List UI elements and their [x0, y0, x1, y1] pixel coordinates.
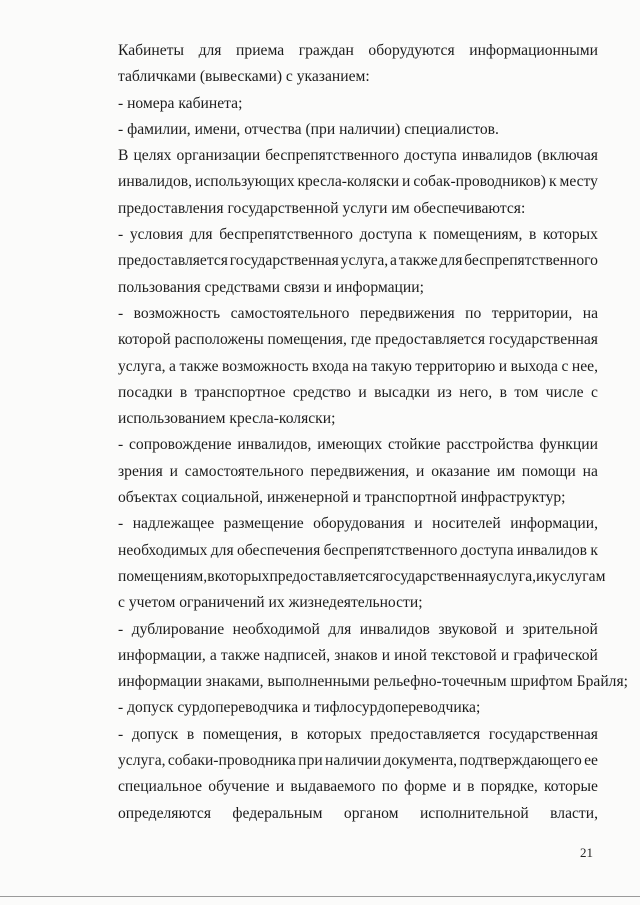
text-line: предоставления государственной услуги им обеспечиваются: [118, 199, 526, 217]
text-line: информации, а также надписей, знаков и иной текстовой и графической [118, 646, 598, 664]
text-line: Кабинеты для приема граждан оборудуются информационными [118, 42, 598, 59]
text-line: - дублирование необходимой для инвалидов звуковой и зрительной [118, 620, 598, 638]
text-line: необходимых для обеспечения беспрепятственного доступа инвалидов к [118, 541, 598, 559]
document-body-text [118, 38, 628, 827]
text-line: определяются федеральным органом исполнительной власти, [118, 804, 598, 822]
text-line: - надлежащее размещение оборудования и носителей информации, [118, 515, 598, 533]
text-line: услуга, собаки-проводника при наличии документа, подтверждающего ее [118, 752, 598, 770]
text-line: объектах социальной, инженерной и транспортной инфраструктур; [118, 489, 566, 507]
text-line: посадки в транспортное средство и высадки из него, в том числе с [118, 383, 598, 401]
text-line: которой расположены помещения, где предоставляется государственная [118, 331, 598, 349]
text-line: инвалидов, использующих кресла-коляски и собак-проводников) к месту [118, 173, 598, 191]
text-line: табличками (вывесками) с указанием: [118, 68, 370, 86]
text-line: использованием кресла-коляски; [118, 410, 336, 428]
text-line: - допуск в помещения, в которых предоставляется государственная [118, 725, 598, 743]
text-line: пользования средствами связи и информации; [118, 278, 424, 296]
text-line: зрения и самостоятельного передвижения, и оказание им помощи на [118, 462, 598, 480]
text-line: помещениям, в которых предоставляется государственная услуга, и к услугам [118, 567, 606, 585]
text-line: - условия для беспрепятственного доступа к помещениям, в которых [118, 226, 598, 244]
text-line: - фамилии, имени, отчества (при наличии) специалистов. [118, 120, 499, 138]
text-line: - номера кабинета; [118, 94, 243, 112]
text-line: - допуск сурдопереводчика и тифлосурдопереводчика; [118, 699, 481, 717]
text-line: специальное обучение и выдаваемого по форме и в порядке, которые [118, 778, 598, 796]
text-line: информации знаками, выполненными рельефно-точечным шрифтом Брайля; [118, 673, 628, 691]
text-line: - возможность самостоятельного передвижения по территории, на [118, 304, 598, 322]
text-line: В целях организации беспрепятственного доступа инвалидов (включая [118, 147, 598, 165]
page-number: 21 [580, 845, 593, 860]
text-line: услуга, а также возможность входа на такую территорию и выхода с нее, [118, 357, 598, 375]
text-line: - сопровождение инвалидов, имеющих стойкие расстройства функции [118, 436, 598, 454]
text-line: предоставляется государственная услуга, а также для беспрепятственного [118, 252, 598, 270]
page-bottom-edge [0, 896, 640, 897]
text-line: с учетом ограничений их жизнедеятельности; [118, 594, 423, 612]
